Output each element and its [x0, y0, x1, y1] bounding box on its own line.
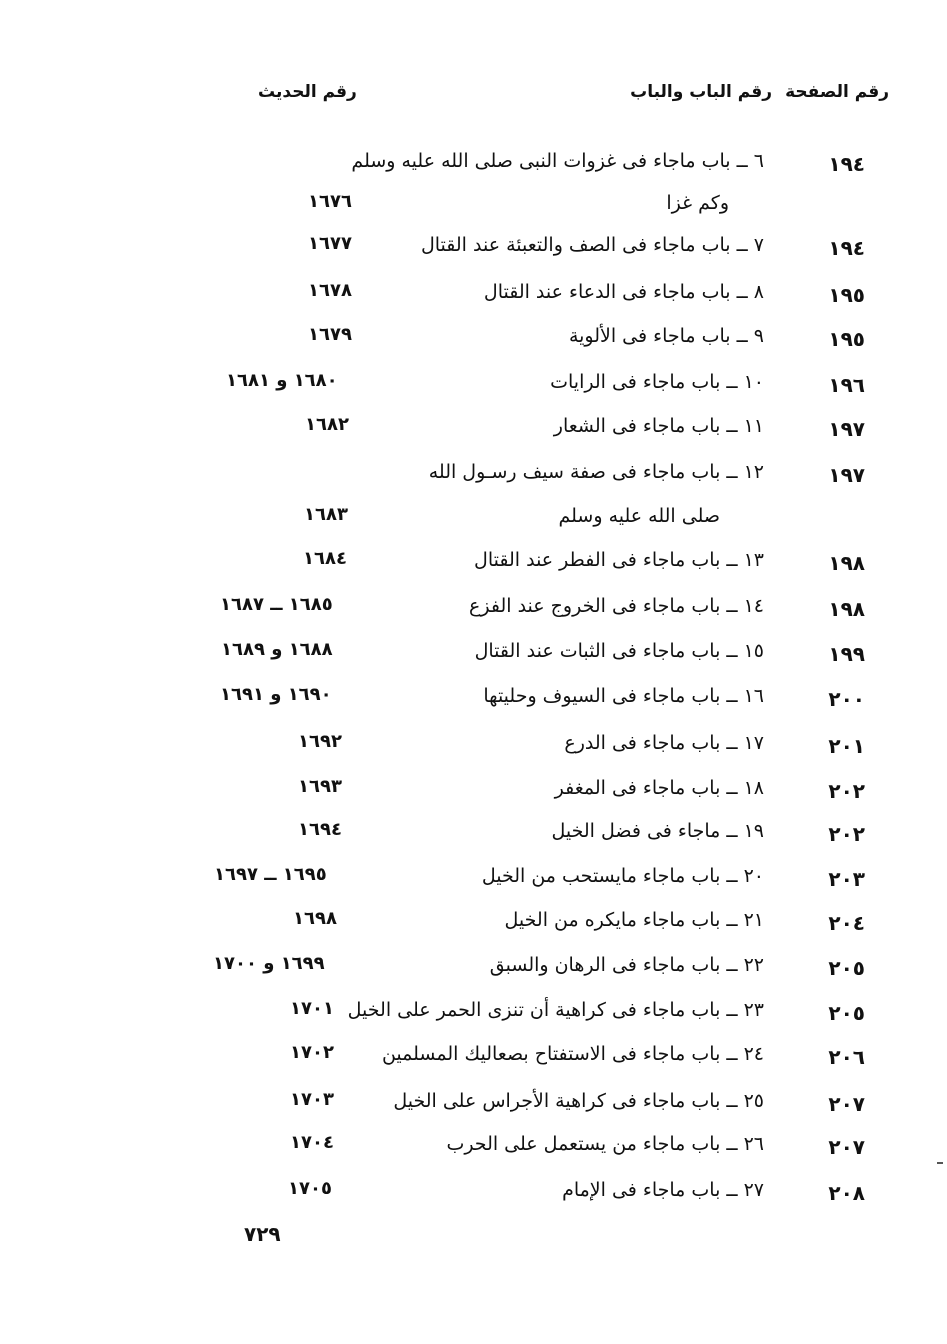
entry-chapter-title: ١٨ ــ باب ماجاء فى المغفر	[554, 777, 764, 799]
entry-page-number: ١٩٤	[828, 236, 865, 260]
entry-hadith-number: ١٦٩٣	[298, 776, 342, 797]
index-entry-row	[0, 545, 947, 579]
entry-hadith-number: ١٧٠٣	[290, 1089, 334, 1110]
entry-page-number: ٢٠٤	[828, 911, 865, 935]
index-entry-row	[0, 773, 947, 807]
entry-page-number: ٢٠٥	[828, 956, 865, 980]
entry-chapter-title: ٢٠ ــ باب ماجاء مايستحب من الخيل	[481, 865, 764, 887]
entry-chapter-title: ٢٤ ــ باب ماجاء فى الاستفتاح بصعاليك المسلمين	[381, 1043, 764, 1065]
index-entry-row	[0, 1086, 947, 1120]
index-entry-row	[0, 681, 947, 715]
entry-page-number: ٢٠٠	[828, 687, 865, 711]
entry-hadith-number: ١٧٠٥	[288, 1178, 332, 1199]
index-entry-row	[0, 1129, 947, 1163]
entry-hadith-number: ١٦٨٠ و ١٦٨١	[226, 370, 338, 391]
entry-chapter-title: ١٤ ــ باب ماجاء فى الخروج عند الفزع	[469, 595, 764, 617]
index-entry-row	[0, 636, 947, 670]
index-entry-row	[0, 321, 947, 355]
index-entry-row	[0, 591, 947, 625]
entry-page-number: ٢٠٥	[828, 1001, 865, 1025]
entry-hadith-number: ١٦٨٤	[303, 548, 347, 569]
entry-hadith-number: ١٦٨٨ و ١٦٨٩	[221, 639, 333, 660]
hadith-number-column-header: رقم الحديث	[258, 82, 357, 102]
index-entry-row	[0, 950, 947, 984]
index-entry-row	[0, 861, 947, 895]
entry-hadith-number: ١٦٩٤	[298, 819, 342, 840]
index-entry-row	[0, 188, 947, 222]
entry-chapter-title: ٦ ــ باب ماجاء فى غزوات النبى صلى الله عليه وسلم	[351, 150, 764, 172]
entry-hadith-number: ١٦٨٢	[305, 414, 349, 435]
entry-hadith-number: ١٦٧٦	[308, 191, 352, 212]
index-entry-row	[0, 146, 947, 180]
entry-hadith-number: ١٧٠٤	[290, 1132, 334, 1153]
entry-page-number: ٢٠٦	[828, 1045, 865, 1069]
entry-chapter-title: ٢٣ ــ باب ماجاء فى كراهية أن تنزى الحمر على الخيل	[347, 999, 764, 1021]
entry-page-number: ٢٠٢	[828, 822, 865, 846]
entry-chapter-title: صلى الله عليه وسلم	[558, 505, 720, 527]
entry-chapter-title: ٢١ ــ باب ماجاء مايكره من الخيل	[504, 909, 764, 931]
entry-hadith-number: ١٦٧٨	[308, 280, 352, 301]
margin-mark	[937, 1162, 943, 1164]
entry-chapter-title: ٢٢ ــ باب ماجاء فى الرهان والسبق	[489, 954, 764, 976]
entry-chapter-title: ١٢ ــ باب ماجاء فى صفة سيف رسـول الله	[428, 461, 764, 483]
entry-page-number: ١٩٤	[828, 152, 865, 176]
index-entry-row	[0, 277, 947, 311]
footer-page-number: ٧٢٩	[244, 1222, 281, 1246]
entry-hadith-number: ١٦٩٢	[298, 731, 342, 752]
entry-chapter-title: ٢٥ ــ باب ماجاء فى كراهية الأجراس على الخيل	[393, 1090, 764, 1112]
index-entry-row	[0, 995, 947, 1029]
entry-page-number: ٢٠١	[828, 734, 865, 758]
index-entry-row	[0, 457, 947, 491]
entry-hadith-number: ١٦٩٠ و ١٦٩١	[220, 684, 332, 705]
entry-hadith-number: ١٧٠١	[290, 998, 334, 1019]
index-entry-row	[0, 367, 947, 401]
entry-chapter-title: ٨ ــ باب ماجاء فى الدعاء عند القتال	[483, 281, 764, 303]
index-entry-row	[0, 230, 947, 264]
entry-page-number: ١٩٧	[828, 417, 865, 441]
entry-hadith-number: ١٦٨٥ ــ ١٦٨٧	[220, 594, 333, 615]
entry-hadith-number: ١٦٩٩ و ١٧٠٠	[213, 953, 325, 974]
entry-page-number: ١٩٩	[828, 642, 865, 666]
entry-page-number: ١٩٥	[828, 327, 865, 351]
index-entry-row	[0, 905, 947, 939]
entry-chapter-title: ١٥ ــ باب ماجاء فى الثبات عند القتال	[474, 640, 764, 662]
entry-chapter-title: ١١ ــ باب ماجاء فى الشعار	[553, 415, 764, 437]
entry-chapter-title: ٩ ــ باب ماجاء فى الألوية	[568, 325, 764, 347]
entry-chapter-title: ٧ ــ باب ماجاء فى الصف والتعبئة عند القتال	[420, 234, 764, 256]
entry-page-number: ٢٠٨	[828, 1181, 865, 1205]
entry-page-number: ٢٠٧	[828, 1135, 865, 1159]
entry-page-number: ٢٠٧	[828, 1092, 865, 1116]
entry-chapter-title: ١٧ ــ باب ماجاء فى الدرع	[564, 732, 764, 754]
entry-page-number: ١٩٨	[828, 597, 865, 621]
entry-page-number: ٢٠٢	[828, 779, 865, 803]
entry-page-number: ١٩٨	[828, 551, 865, 575]
entry-page-number: ٢٠٣	[828, 867, 865, 891]
entry-hadith-number: ١٦٧٧	[308, 233, 352, 254]
entry-page-number: ١٩٧	[828, 463, 865, 487]
entry-chapter-title: ١٦ ــ باب ماجاء فى السيوف وحليتها	[483, 685, 764, 707]
index-entry-row	[0, 728, 947, 762]
index-entry-row	[0, 816, 947, 850]
entry-chapter-title: ١٠ ــ باب ماجاء فى الرايات	[550, 371, 764, 393]
entry-page-number: ١٩٦	[828, 373, 865, 397]
entry-hadith-number: ١٧٠٢	[290, 1042, 334, 1063]
entry-page-number: ١٩٥	[828, 283, 865, 307]
index-entry-row	[0, 1039, 947, 1073]
entry-chapter-title: ٢٦ ــ باب ماجاء من يستعمل على الحرب	[446, 1133, 764, 1155]
entry-hadith-number: ١٦٩٨	[293, 908, 337, 929]
entry-hadith-number: ١٦٧٩	[308, 324, 352, 345]
entry-chapter-title: ٢٧ ــ باب ماجاء فى الإمام	[562, 1179, 764, 1201]
index-entry-row	[0, 501, 947, 535]
entry-chapter-title: ١٣ ــ باب ماجاء فى الفطر عند القتال	[474, 549, 764, 571]
index-entry-row	[0, 411, 947, 445]
chapter-column-header: رقم الباب والباب	[630, 82, 772, 102]
entry-chapter-title: ١٩ ــ ماجاء فى فضل الخيل	[551, 820, 764, 842]
entry-chapter-title: وكم غزا	[666, 192, 729, 214]
entry-hadith-number: ١٦٨٣	[304, 504, 348, 525]
index-entry-row	[0, 1175, 947, 1209]
entry-hadith-number: ١٦٩٥ ــ ١٦٩٧	[214, 864, 327, 885]
page-number-column-header: رقم الصفحة	[785, 82, 889, 102]
